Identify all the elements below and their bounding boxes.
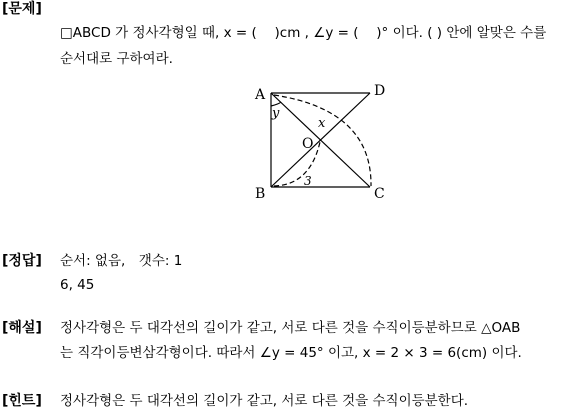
hint-line-1: 정사각형은 두 대각선의 길이가 같고, 서로 다른 것을 수직이등분한다. xyxy=(60,393,469,409)
answer-line-1: 순서: 없음, 갯수: 1 xyxy=(60,253,183,269)
label-y: y xyxy=(272,106,280,121)
problem-line-2: 순서대로 구하여라. xyxy=(60,51,173,67)
problem-line-1: □ABCD 가 정사각형일 때, x = ( )cm , ∠y = ( )° 이다. ( ) 안에 알맞은 수를 xyxy=(60,25,547,41)
label-3: 3 xyxy=(304,174,312,188)
center-o-label: O xyxy=(302,136,314,152)
answer-line-2: 6, 45 xyxy=(60,277,95,293)
explanation-label: [해설] xyxy=(2,320,42,336)
hint-label: [힌트] xyxy=(2,393,42,409)
dashed-arc-x xyxy=(274,95,371,186)
vertex-b-label: B xyxy=(255,186,266,202)
explanation-line-2: 는 직각이등변삼각형이다. 따라서 ∠y = 45° 이고, x = 2 × 3 = 6(cm) 이다. xyxy=(60,345,522,361)
answer-label: [정답] xyxy=(2,253,42,269)
problem-label: [문제] xyxy=(2,1,42,17)
label-x: x xyxy=(318,116,326,131)
vertex-a-label: A xyxy=(255,87,266,103)
vertex-c-label: C xyxy=(374,186,385,202)
explanation-line-1: 정사각형은 두 대각선의 길이가 같고, 서로 다른 것을 수직이등분하므로 △OAB xyxy=(60,320,521,336)
vertex-d-label: D xyxy=(374,83,386,99)
